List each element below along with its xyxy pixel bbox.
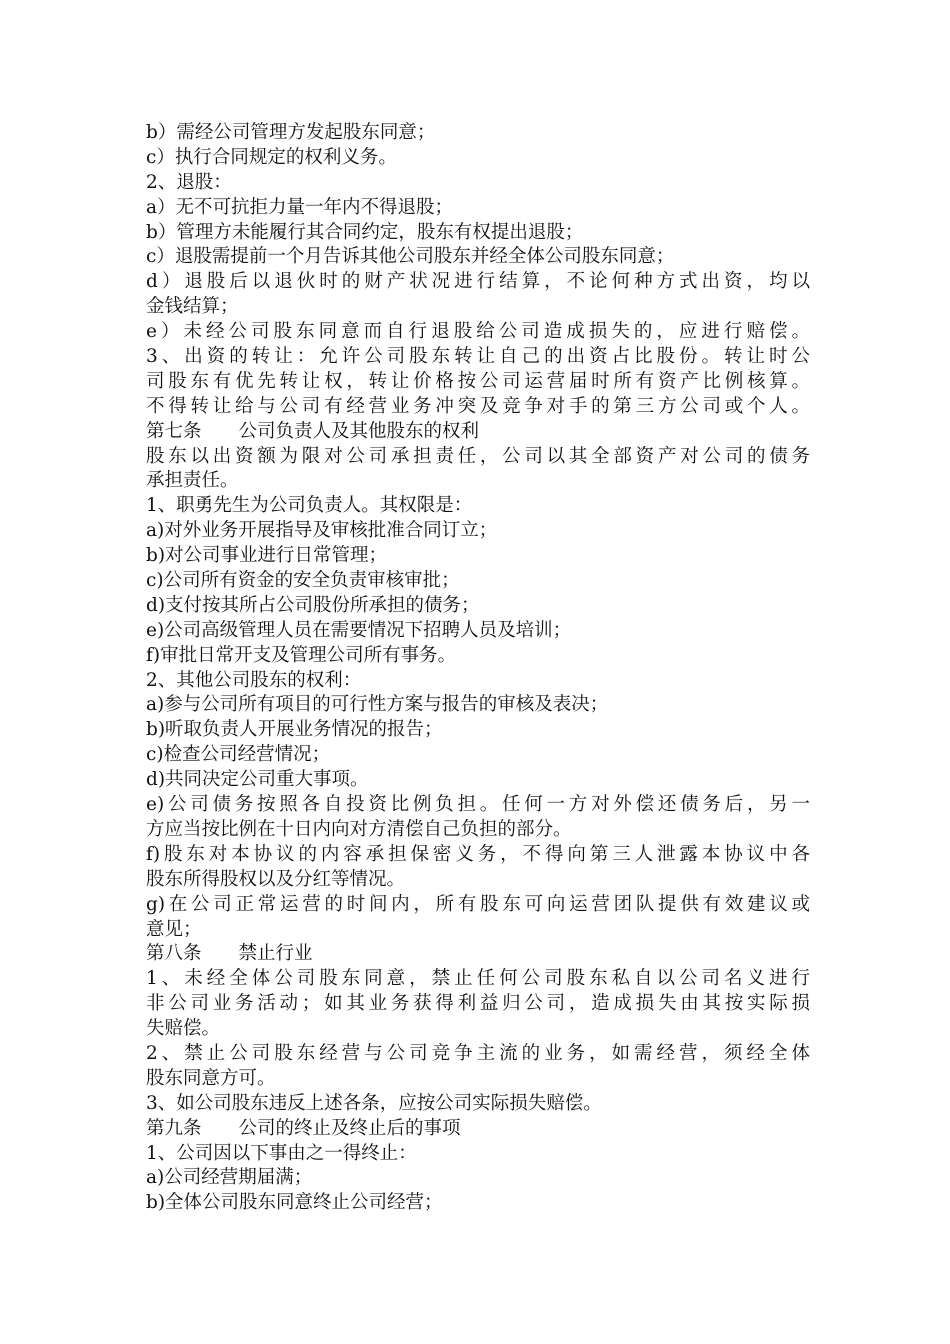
text-line: a)参与公司所有项目的可行性方案与报告的审核及表决； [146, 694, 609, 716]
text-line: c)公司所有资金的安全负责审核审批； [146, 570, 460, 592]
text-line: g)在公司正常运营的时间内，所有股东可向运营团队提供有效建议或 [146, 893, 810, 915]
text-line: 3、如公司股东违反上述各条，应按公司实际损失赔偿。 [146, 1092, 602, 1114]
text-line: e)公司债务按照各自投资比例负担。任何一方对外偿还债务后，另一 [146, 794, 810, 816]
text-line: a)对外业务开展指导及审核批准合同订立； [146, 520, 498, 542]
text-line: 失赔偿。 [146, 1018, 221, 1040]
text-line: b)对公司事业进行日常管理； [146, 545, 388, 567]
text-line: f)审批日常开支及管理公司所有事务。 [146, 644, 457, 666]
text-line: 非公司业务活动；如其业务获得利益归公司，造成损失由其按实际损 [146, 993, 810, 1015]
text-line: c）执行合同规定的权利义务。 [146, 146, 397, 168]
text-line: b）管理方未能履行其合同约定，股东有权提出退股； [146, 221, 584, 243]
text-line: 2、其他公司股东的权利： [146, 669, 362, 691]
text-line: 第九条 公司的终止及终止后的事项 [146, 1117, 461, 1139]
document-body [146, 121, 810, 1216]
text-line: 司股东有优先转让权，转让价格按公司运营届时所有资产比例核算。 [146, 370, 810, 392]
text-line: a)公司经营期届满； [146, 1167, 313, 1189]
text-line: 股东以出资额为限对公司承担责任，公司以其全部资产对公司的债务 [146, 445, 810, 467]
text-line: d)支付按其所占公司股份所承担的债务； [146, 594, 480, 616]
text-line: a）无不可抗拒力量一年内不得退股； [146, 196, 454, 218]
text-line: 1、未经全体公司股东同意，禁止任何公司股东私自以公司名义进行 [146, 968, 810, 990]
text-line: d)共同决定公司重大事项。 [146, 769, 369, 791]
text-line: b)全体公司股东同意终止公司经营； [146, 1192, 443, 1214]
text-line: 第七条 公司负责人及其他股东的权利 [146, 420, 480, 442]
text-line: f)股东对本协议的内容承担保密义务，不得向第三人泄露本协议中各 [146, 843, 810, 865]
text-line: 意见； [146, 918, 202, 940]
text-line: 2、禁止公司股东经营与公司竞争主流的业务，如需经营，须经全体 [146, 1042, 810, 1064]
text-line: 第八条 禁止行业 [146, 943, 313, 965]
text-line: b)听取负责人开展业务情况的报告； [146, 719, 443, 741]
text-line: 股东同意方可。 [146, 1067, 276, 1089]
text-line: c）退股需提前一个月告诉其他公司股东并经全体公司股东同意； [146, 246, 675, 268]
text-line: b）需经公司管理方发起股东同意； [146, 122, 436, 143]
text-line: e）未经公司股东同意而自行退股给公司造成损失的，应进行赔偿。 [146, 321, 810, 343]
text-line: d）退股后以退伙时的财产状况进行结算，不论何种方式出资，均以 [146, 271, 810, 293]
text-line: 2、退股： [146, 171, 232, 193]
text-line: 股东所得股权以及分红等情况。 [146, 868, 406, 890]
text-line: 1、公司因以下事由之一得终止： [146, 1142, 417, 1164]
text-line: 不得转让给与公司有经营业务冲突及竞争对手的第三方公司或个人。 [146, 395, 810, 417]
text-line: 3、出资的转让：允许公司股东转让自己的出资占比股份。转让时公 [146, 346, 810, 368]
text-line: 承担责任。 [146, 470, 239, 492]
text-line: 1、职勇先生为公司负责人。其权限是： [146, 495, 473, 517]
text-line: e)公司高级管理人员在需要情况下招聘人员及培训； [146, 619, 572, 641]
text-line: 方应当按比例在十日内向对方清偿自己负担的部分。 [146, 818, 572, 840]
text-line: c)检查公司经营情况； [146, 744, 331, 766]
text-line: 金钱结算； [146, 296, 239, 318]
